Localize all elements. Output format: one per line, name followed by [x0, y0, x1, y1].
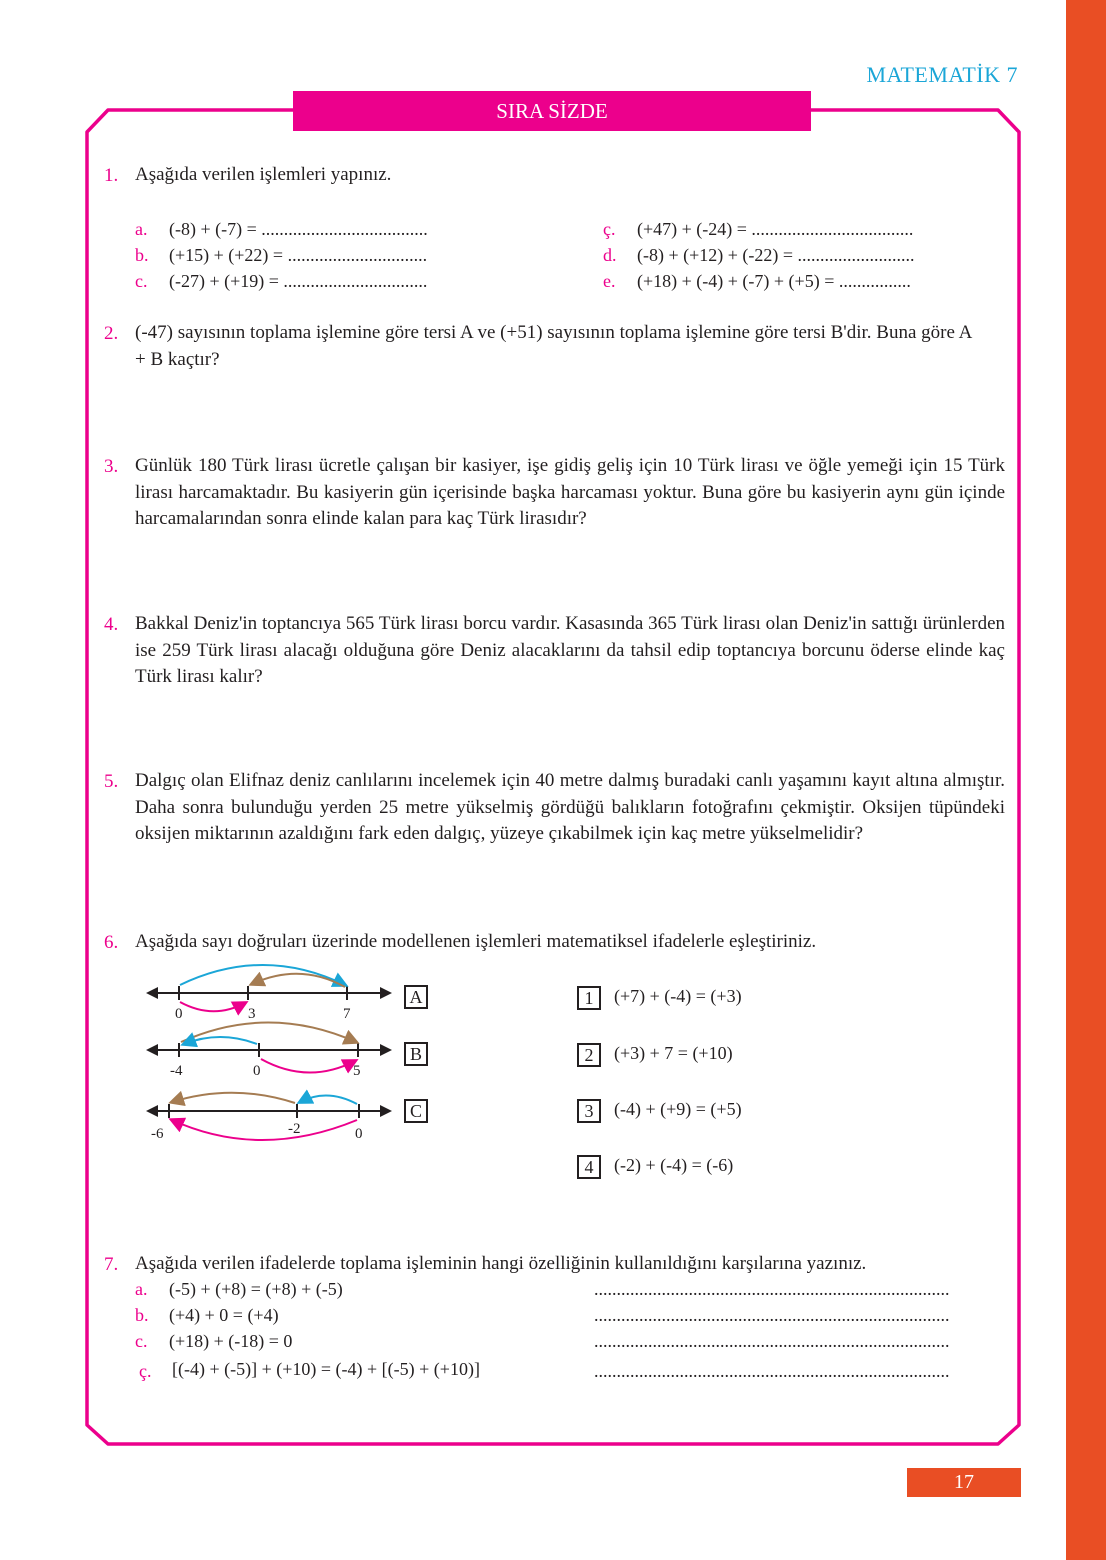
axis-arrow-left-c: [146, 1105, 158, 1117]
arc-brown-c: [172, 1093, 295, 1103]
axis-arrow-right-c: [380, 1105, 392, 1117]
label-box-c: C: [404, 1099, 428, 1123]
question-7-number: 7.: [104, 1254, 119, 1275]
option-expr-3: (-4) + (+9) = (+5): [614, 1099, 742, 1119]
q7-blank-cedilla[interactable]: ...............................................................................: [594, 1361, 950, 1381]
number-line-c: [146, 1093, 392, 1142]
arc-pink-c: [172, 1120, 357, 1140]
question-3-number: 3.: [104, 456, 119, 477]
question-2-text: (-47) sayısının toplama işlemine göre tersi A ve (+51) sayısının toplama işlemine göre tersi B'dir. Buna göre A + B kaçtır?: [135, 322, 972, 370]
tick-label-b-0: 0: [253, 1063, 261, 1079]
question-7-text: Aşağıda verilen ifadelerde toplama işleminin hangi özelliğinin kullanıldığını karşılarına yazınız.: [135, 1253, 867, 1274]
q7-label-a: a.: [135, 1279, 148, 1299]
tick-label-a-7: 7: [343, 1006, 351, 1022]
q7-expr-c: (+18) + (-18) = 0: [169, 1331, 293, 1351]
arc-pink-b: [261, 1059, 355, 1073]
question-1-number: 1.: [104, 165, 119, 186]
tick-label-c-0: 0: [355, 1126, 363, 1142]
option-expr-4: (-2) + (-4) = (-6): [614, 1155, 734, 1175]
question-5-number: 5.: [104, 771, 119, 792]
tick-label-b-neg4: -4: [170, 1063, 183, 1079]
question-3-text: Günlük 180 Türk lirası ücretle çalışan bir kasiyer, işe gidiş geliş için 10 Türk lirası ve öğle yemeği için 15 Türk lirası harcamaktadır. Bu kasiyerin gün içerisinde başka harcaması yoktur. Buna göre bu kasiyerin aynı gün içinde harcamalarından sonra elinde kalan para kaç Türk lirasıdır?: [135, 455, 1005, 529]
q7-label-b: b.: [135, 1305, 149, 1325]
option-box-1: 1: [577, 986, 601, 1010]
arc-blue-c: [300, 1095, 357, 1104]
q1-item-e: e. (+18) + (-4) + (-7) + (+5) = ................: [603, 271, 911, 291]
axis-arrow-right-a: [380, 987, 392, 999]
number-line-a: [146, 965, 392, 1022]
question-2-number: 2.: [104, 323, 119, 344]
question-1-text: Aşağıda verilen işlemleri yapınız.: [135, 164, 392, 185]
q7-blank-b[interactable]: ...............................................................................: [594, 1305, 950, 1325]
q7-label-cedilla: ç.: [139, 1361, 152, 1381]
option-box-3: 3: [577, 1099, 601, 1123]
option-expr-2: (+3) + 7 = (+10): [614, 1043, 733, 1063]
axis-arrow-left-b: [146, 1044, 158, 1056]
label-box-b: B: [404, 1042, 428, 1066]
q7-expr-cedilla: [(-4) + (-5)] + (+10) = (-4) + [(-5) + (+10)]: [172, 1359, 480, 1379]
q1-item-a: a. (-8) + (-7) = .....................................: [135, 219, 428, 239]
q7-expr-b: (+4) + 0 = (+4): [169, 1305, 279, 1325]
q1-item-d: d. (-8) + (+12) + (-22) = ..........................: [603, 245, 915, 265]
q7-expr-a: (-5) + (+8) = (+8) + (-5): [169, 1279, 343, 1299]
option-expr-1: (+7) + (-4) = (+3): [614, 986, 742, 1006]
q7-blank-a[interactable]: ...............................................................................: [594, 1279, 950, 1299]
option-box-4: 4: [577, 1155, 601, 1179]
axis-arrow-left-a: [146, 987, 158, 999]
question-4-number: 4.: [104, 614, 119, 635]
q1-item-cedilla: ç. (+47) + (-24) = ....................................: [603, 219, 914, 239]
axis-arrow-right-b: [380, 1044, 392, 1056]
section-banner: SIRA SİZDE: [293, 91, 811, 131]
question-6-text: Aşağıda sayı doğruları üzerinde modellenen işlemleri matematiksel ifadelerle eşleştiriniz.: [135, 931, 817, 952]
arc-pink-a: [180, 1002, 245, 1011]
q1-item-b: b. (+15) + (+22) = ...............................: [135, 245, 428, 265]
tick-label-b-5: 5: [353, 1063, 361, 1079]
arc-brown-a: [252, 974, 345, 987]
question-6-number: 6.: [104, 932, 119, 953]
option-box-2: 2: [577, 1043, 601, 1067]
question-5-text: Dalgıç olan Elifnaz deniz canlılarını incelemek için 40 metre dalmış buradaki canlı yaşamını kayıt altına almıştır. Daha sonra bulunduğu yerden 25 metre yükselmiş gördüğü balıkların fotoğrafını çekmiştir. Oksijen tüpündeki oksijen miktarının azaldığını fark eden dalgıç, yüzeye çıkabilmek için kaç metre yükselmelidir?: [135, 770, 1005, 844]
arc-brown-b: [181, 1023, 356, 1043]
arc-blue-a: [180, 965, 345, 985]
number-line-b: [146, 1023, 392, 1080]
tick-label-c-neg6: -6: [151, 1126, 164, 1142]
q7-label-c: c.: [135, 1331, 148, 1351]
arc-blue-b: [184, 1037, 257, 1044]
tick-label-a-0: 0: [175, 1006, 183, 1022]
page-number: 17: [907, 1468, 1021, 1497]
label-box-a: A: [404, 985, 428, 1009]
header-title: MATEMATİK 7: [866, 62, 1018, 87]
q1-item-c: c. (-27) + (+19) = ................................: [135, 271, 428, 291]
tick-label-a-3: 3: [248, 1006, 256, 1022]
q7-blank-c[interactable]: ...............................................................................: [594, 1331, 950, 1351]
tick-label-c-neg2: -2: [288, 1121, 301, 1137]
question-4-text: Bakkal Deniz'in toptancıya 565 Türk lirası borcu vardır. Kasasında 365 Türk lirası olan Deniz'in sattığı ürünlerden ise 259 Türk lirası alacağı olduğuna göre Deniz alacaklarını da tahsil edip toptancıya borcunu öderse elinde kaç Türk lirası kalır?: [135, 613, 1005, 687]
